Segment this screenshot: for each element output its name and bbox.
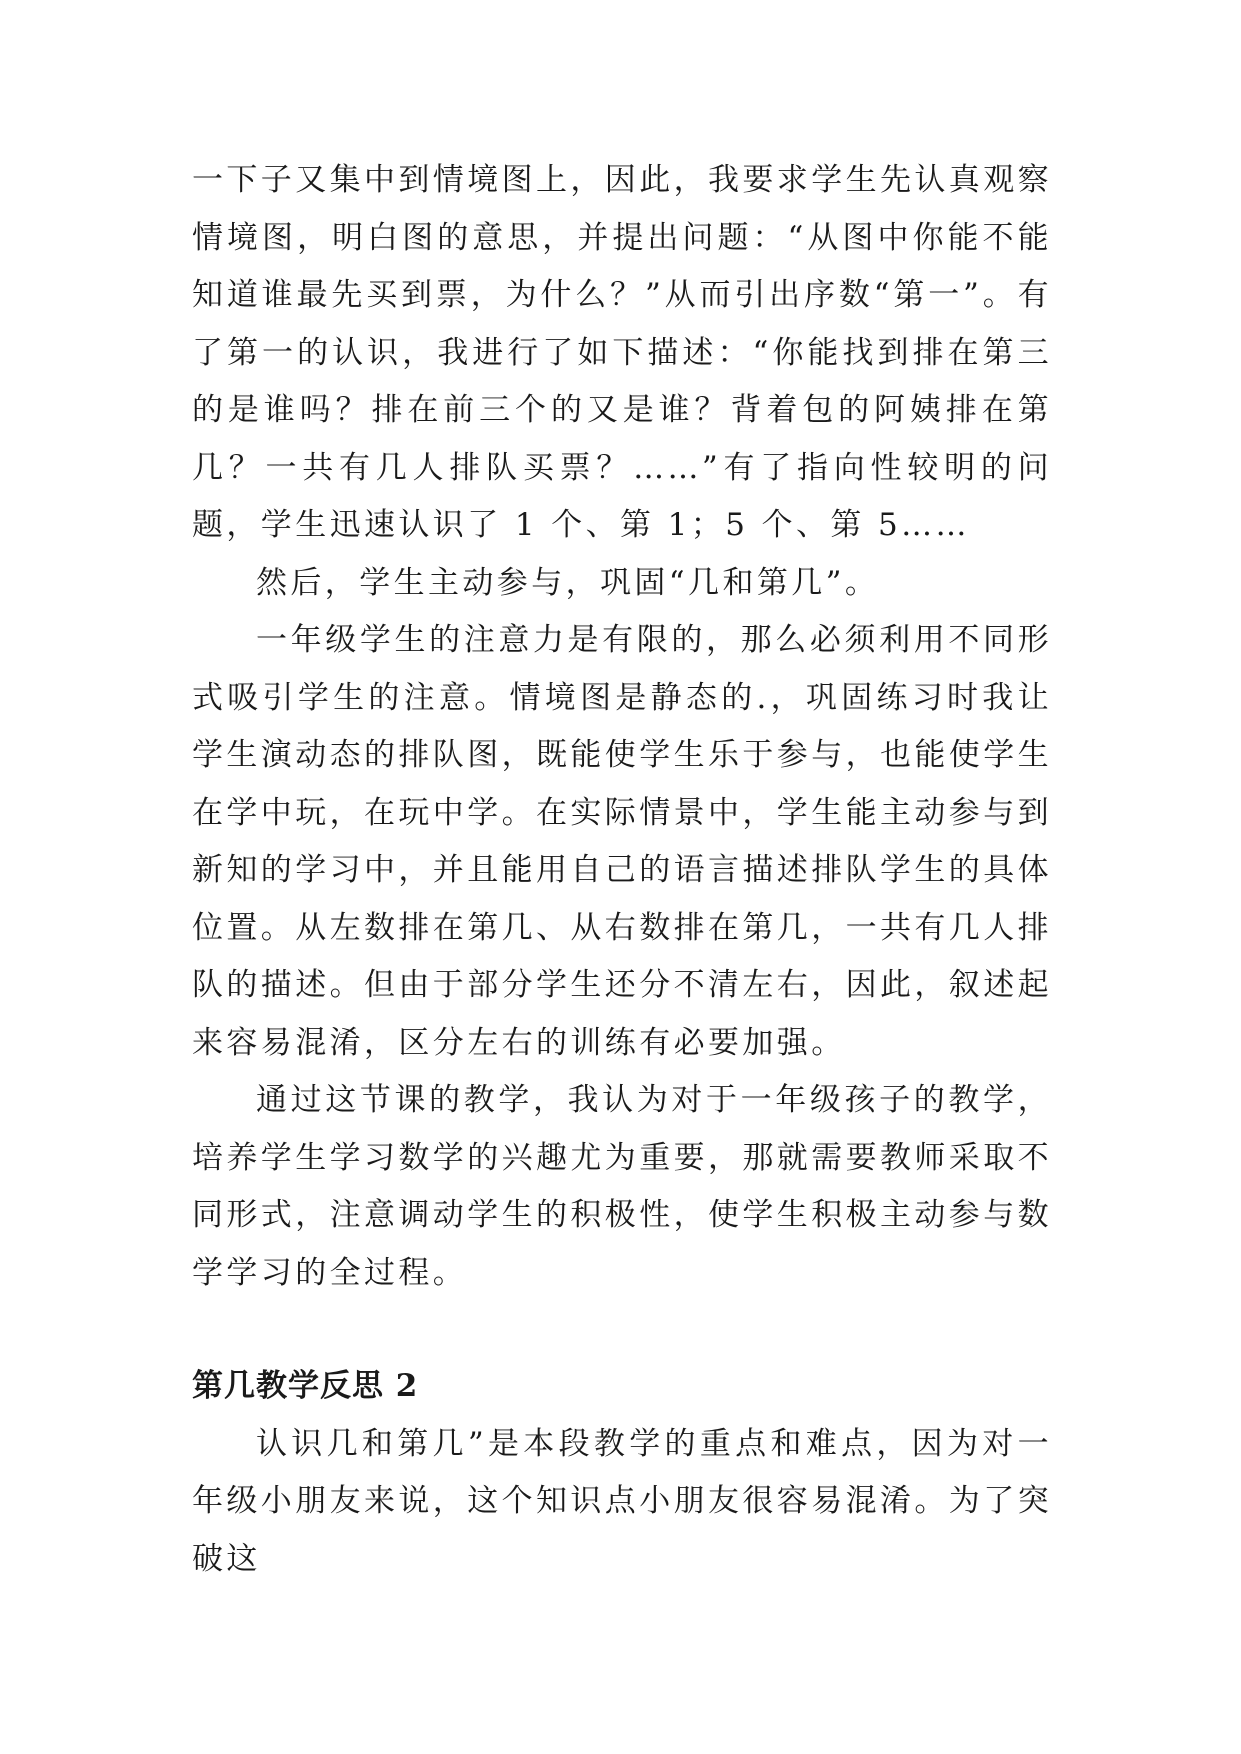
- paragraph-4: 通过这节课的教学，我认为对于一年级孩子的教学，培养学生学习数学的兴趣尤为重要，那就需要教师采取不同形式，注意调动学生的积极性，使学生积极主动参与数学学习的全过程。: [192, 1082, 1052, 1291]
- paragraph-1: 一下子又集中到情境图上，因此，我要求学生先认真观察情境图，明白图的意思，并提出问题：“从图中你能不能知道谁最先买到票，为什么？”从而引出序数“第一”。有了第一的认识，我进行了如下描述：“你能找到排在第三的是谁吗？排在前三个的又是谁？背着包的阿姨排在第几？一共有几人排队买票？……”有了指向性较明的问题，学生迅速认识了 1 个、第 1；5 个、第 5……: [192, 162, 1052, 543]
- paragraph-3: 一年级学生的注意力是有限的，那么必须利用不同形式吸引学生的注意。情境图是静态的.，巩固练习时我让学生演动态的排队图，既能使学生乐于参与，也能使学生在学中玩，在玩中学。在实际情景中，学生能主动参与到新知的学习中，并且能用自己的语言描述排队学生的具体位置。从左数排在第几、从右数排在第几，一共有几人排队的描述。但由于部分学生还分不清左右，因此，叙述起来容易混淆，区分左右的训练有必要加强。: [192, 622, 1052, 1061]
- section-heading: 第几教学反思 2: [192, 1368, 419, 1404]
- paragraph-5: 认识几和第几”是本段教学的重点和难点，因为对一年级小朋友来说，这个知识点小朋友很容易混淆。为了突破这: [192, 1425, 1052, 1577]
- document-body: [192, 152, 1052, 1588]
- paragraph-2: 然后，学生主动参与，巩固“几和第几”。: [256, 564, 880, 601]
